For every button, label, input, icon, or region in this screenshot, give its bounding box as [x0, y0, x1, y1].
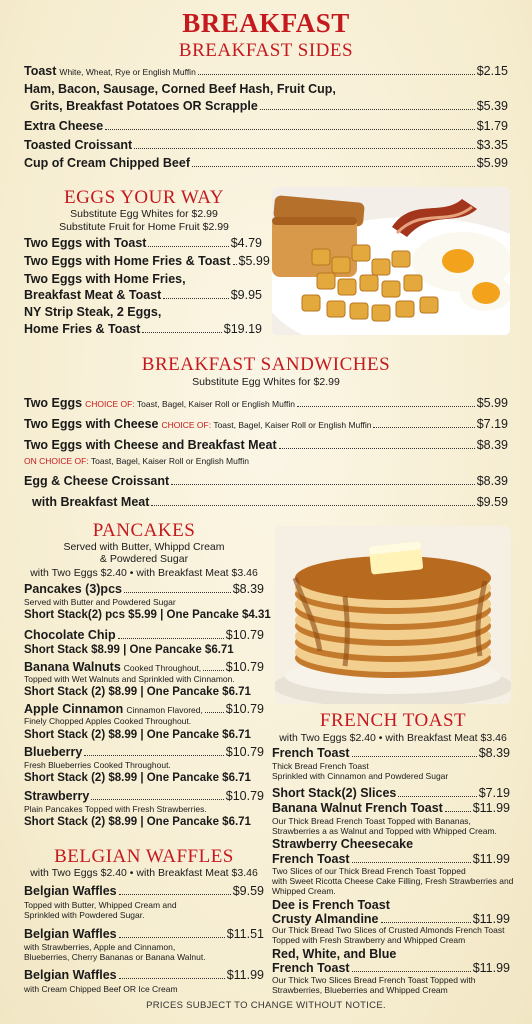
sandwiches-note: Substitute Egg Whites for $2.99 [192, 376, 340, 388]
item-name: Grits, Breakfast Potatoes OR Scrapple [30, 99, 258, 113]
item-name: Chocolate Chip [24, 628, 116, 642]
menu-item [24, 288, 262, 303]
item-name: Two Eggs with Home Fries & Toast [24, 254, 231, 268]
menu-item [24, 417, 508, 433]
item-price: $8.39 [476, 438, 508, 452]
item-name: Two Eggs [24, 396, 83, 410]
item-price: $2.15 [476, 64, 508, 78]
item-name: Banana Walnut French Toast [272, 801, 443, 815]
item-price: $9.59 [476, 495, 508, 509]
item-description: Thick Bread French Toast [272, 761, 369, 771]
eggs-note: Substitute Egg Whites for $2.99 [70, 208, 218, 220]
breakfast-sides-heading: BREAKFAST SIDES [178, 40, 354, 61]
choice-label: CHOICE OF: [85, 399, 135, 409]
item-name: Home Fries & Toast [24, 322, 141, 336]
item-price: $19.19 [223, 322, 262, 336]
short-stack-price: Short Stack (2) $8.99 | One Pancake $6.71 [24, 729, 251, 741]
item-name: Crusty Almandine [272, 912, 379, 926]
pancake-stack-photo [275, 526, 511, 704]
item-name: NY Strip Steak, 2 Eggs, [24, 305, 162, 319]
item-name: Toast [24, 64, 57, 78]
menu-item [24, 745, 264, 760]
pancakes-note: & Powdered Sugar [99, 553, 189, 565]
item-name: Belgian Waffles [24, 884, 117, 898]
item-description: Our Thick Bread Two Slices of Crusted Almonds French Toast [272, 925, 505, 935]
item-name: French Toast [272, 852, 350, 866]
item-price: $9.59 [232, 884, 264, 898]
item-name: Red, White, and Blue [272, 947, 397, 961]
item-note: White, Wheat, Rye or English Muffin [59, 67, 196, 77]
menu-item [272, 786, 510, 801]
item-name: Extra Cheese [24, 119, 104, 133]
item-price: $10.79 [225, 628, 264, 642]
menu-item [272, 961, 510, 976]
menu-item [24, 396, 508, 412]
item-description: with Sweet Ricotta Cheese Cake Filling, Fresh Strawberries and [272, 876, 514, 886]
item-price: $10.79 [225, 660, 264, 674]
item-name: with Breakfast Meat [32, 495, 150, 509]
item-name: Strawberry [24, 789, 90, 803]
item-price: $11.99 [472, 912, 510, 926]
item-name: Apple Cinnamon [24, 702, 124, 716]
menu-item [24, 236, 262, 251]
item-price: $11.99 [472, 852, 510, 866]
menu-item [24, 582, 264, 597]
menu-item [24, 254, 270, 269]
menu-item [24, 138, 508, 153]
item-price: $8.39 [232, 582, 264, 596]
item-note: Cinnamon Flavored, [126, 705, 203, 715]
item-note: Cooked Throughout, [123, 663, 202, 673]
item-note [24, 456, 249, 466]
menu-item [32, 495, 508, 510]
item-name: Two Eggs with Home Fries, [24, 272, 186, 286]
menu-item [24, 927, 264, 942]
item-price: $4.79 [230, 236, 262, 250]
menu-item [272, 852, 510, 867]
item-name: Toasted Croissant [24, 138, 133, 152]
item-name: Pancakes (3)pcs [24, 582, 122, 596]
item-description: Sprinkled with Cinnamon and Powdered Sugar [272, 771, 449, 781]
pancakes-note: Served with Butter, Whippd Cream [63, 541, 225, 553]
item-description: Whipped Cream. [272, 886, 336, 896]
item-price: $10.79 [225, 702, 264, 716]
french-toast-note: with Two Eggs $2.40 • with Breakfast Meat $3.46 [279, 732, 507, 744]
item-name: Belgian Waffles [24, 968, 117, 982]
waffles-heading: BELGIAN WAFFLES [54, 846, 234, 867]
item-description: Strawberries, Blueberries and Whipped Cream [272, 985, 448, 995]
short-stack-price: Short Stack(2) pcs $5.99 | One Pancake $4.31 [24, 609, 271, 621]
item-price: $5.99 [476, 396, 508, 410]
menu-item [24, 789, 264, 804]
item-description: Topped with Fresh Strawberry and Whipped Cream [272, 935, 466, 945]
item-price: $9.95 [230, 288, 262, 302]
item-name: French Toast [272, 746, 350, 760]
menu-item [272, 746, 510, 761]
item-price: $10.79 [225, 745, 264, 759]
item-price: $7.19 [478, 786, 510, 800]
item-description: Topped with Butter, Whipped Cream and [24, 900, 177, 910]
item-name: Banana Walnuts [24, 660, 121, 674]
menu-item [30, 99, 508, 114]
item-description: Sprinkled with Powdered Sugar. [24, 910, 145, 920]
item-price: $3.35 [476, 138, 508, 152]
item-name: Short Stack(2) Slices [272, 786, 397, 800]
item-description: Finely Chopped Apples Cooked Throughout. [24, 716, 192, 726]
item-name: Dee is French Toast [272, 898, 390, 912]
sandwiches-heading: BREAKFAST SANDWICHES [141, 354, 391, 375]
item-price: $1.79 [476, 119, 508, 133]
item-name: Two Eggs with Cheese and Breakfast Meat [24, 438, 277, 452]
item-name: Blueberry [24, 745, 83, 759]
price-disclaimer: PRICES SUBJECT TO CHANGE WITHOUT NOTICE. [146, 1000, 386, 1011]
item-price: $5.99 [238, 254, 270, 268]
eggs-note: Substitute Fruit for Home Fruit $2.99 [59, 221, 229, 233]
eggs-bacon-potatoes-photo [272, 187, 510, 335]
item-name: Two Eggs with Toast [24, 236, 147, 250]
menu-item [272, 801, 510, 816]
menu-item [24, 64, 508, 80]
item-note: Toast, Bagel, Kaiser Roll or English Muffin [136, 399, 296, 409]
item-name: Strawberry Cheesecake [272, 837, 414, 851]
french-toast-heading: FRENCH TOAST [319, 710, 467, 731]
item-description: Served with Butter and Powdered Sugar [24, 597, 176, 607]
menu-item [24, 968, 264, 983]
item-name: Ham, Bacon, Sausage, Corned Beef Hash, Fruit Cup, [24, 82, 336, 96]
short-stack-price: Short Stack (2) $8.99 | One Pancake $6.71 [24, 772, 251, 784]
item-price: $8.39 [476, 474, 508, 488]
menu-item [24, 884, 264, 899]
item-description: Blueberries, Cherry Bananas or Banana Walnut. [24, 952, 206, 962]
item-name: Cup of Cream Chipped Beef [24, 156, 190, 170]
item-price: $5.99 [476, 156, 508, 170]
item-description: with Cream Chipped Beef OR Ice Cream [24, 984, 178, 994]
item-price: $11.99 [472, 961, 510, 975]
item-description: Our Thick Bread French Toast Topped with Bananas, [272, 816, 471, 826]
eggs-heading: EGGS YOUR WAY [64, 187, 224, 208]
menu-item [24, 322, 262, 337]
item-name: Two Eggs with Cheese [24, 417, 159, 431]
item-description: with Strawberries, Apple and Cinnamon, [24, 942, 176, 952]
choice-label: CHOICE OF: [161, 420, 212, 430]
item-price: $8.39 [478, 746, 510, 760]
menu-item [24, 628, 264, 643]
waffles-note: with Two Eggs $2.40 • with Breakfast Meat $3.46 [30, 867, 258, 879]
menu-item [24, 119, 508, 134]
menu-item [24, 438, 508, 453]
item-description: Topped with Wet Walnuts and Sprinkled with Cinnamon. [24, 674, 235, 684]
item-description: Strawberries a as Walnut and Topped with Whipped Cream. [272, 826, 497, 836]
pancakes-note: with Two Eggs $2.40 • with Breakfast Meat $3.46 [30, 567, 258, 579]
item-note: Toast, Bagel, Kaiser Roll or English Muffin [213, 420, 372, 430]
item-description: Fresh Blueberries Cooked Throughout. [24, 760, 171, 770]
short-stack-price: Short Stack (2) $8.99 | One Pancake $6.71 [24, 816, 251, 828]
item-description: Two Slices of our Thick Bread French Toast Topped [272, 866, 466, 876]
item-price: $11.99 [226, 968, 264, 982]
short-stack-price: Short Stack (2) $8.99 | One Pancake $6.71 [24, 686, 251, 698]
item-price: $5.39 [476, 99, 508, 113]
menu-title: BREAKFAST [182, 8, 350, 38]
choice-label: ON CHOICE OF: [24, 456, 89, 466]
item-price: $10.79 [225, 789, 264, 803]
item-name: Belgian Waffles [24, 927, 117, 941]
item-name: French Toast [272, 961, 350, 975]
item-price: $11.99 [472, 801, 510, 815]
short-stack-price: Short Stack $8.99 | One Pancake $6.71 [24, 644, 234, 656]
item-note-text: Toast, Bagel, Kaiser Roll or English Muffin [90, 456, 250, 466]
item-price: $7.19 [476, 417, 508, 431]
item-name: Egg & Cheese Croissant [24, 474, 170, 488]
item-price: $11.51 [226, 927, 264, 941]
pancakes-heading: PANCAKES [92, 520, 196, 541]
item-name: Breakfast Meat & Toast [24, 288, 162, 302]
menu-item [24, 156, 508, 171]
item-description: Plain Pancakes Topped with Fresh Strawberries. [24, 804, 207, 814]
menu-item [24, 474, 508, 489]
item-description: Our Thick Two Slices Bread French Toast Topped with [272, 975, 476, 985]
